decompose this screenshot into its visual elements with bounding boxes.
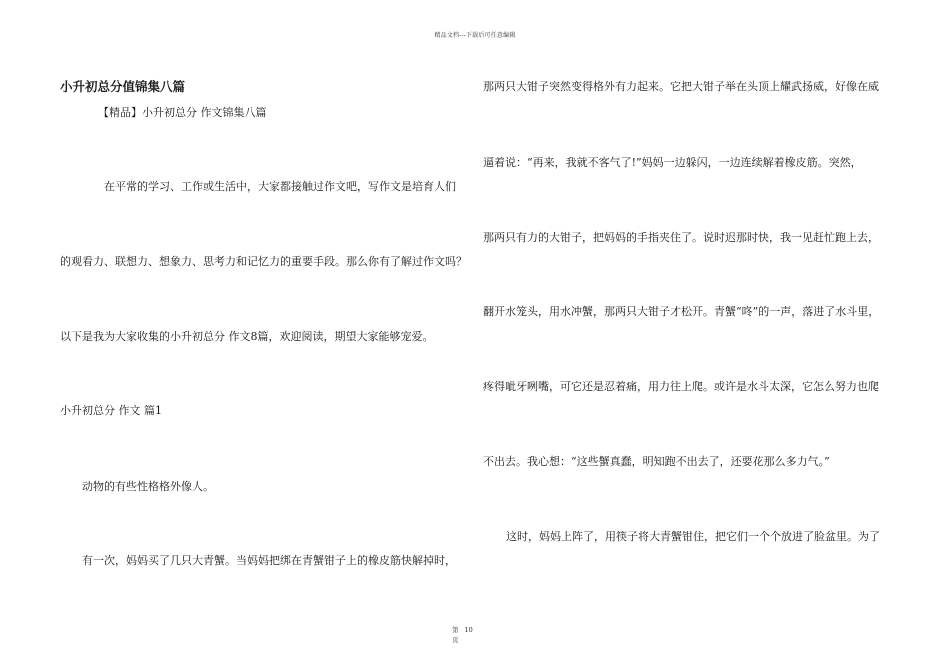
page-header: 精品文档---下载后可任意编辑 bbox=[434, 32, 516, 39]
paragraph-line: 那两只有力的大钳子，把妈妈的手指夹住了。说时迟那时快，我一见赶忙跑上去， bbox=[483, 231, 879, 244]
section-heading: 小升初总分 作文 篇1 bbox=[60, 404, 162, 417]
paragraph-line: 那两只大钳子突然变得格外有力起来。它把大钳子举在头顶上耀武扬威，好像在威 bbox=[483, 80, 879, 93]
document-subtitle: 【精品】小升初总分 作文锦集八篇 bbox=[98, 106, 267, 119]
paragraph-line: 翻开水笼头，用水冲蟹，那两只大钳子才松开。青蟹“咚”的一声，落进了水斗里， bbox=[483, 305, 880, 318]
page-number: 10 bbox=[464, 626, 473, 634]
paragraph-line: 有一次，妈妈买了几只大青蟹。当妈妈把绑在青蟹钳子上的橡皮筋快解掉时， bbox=[82, 554, 456, 567]
document-title: 小升初总分值锦集八篇 bbox=[60, 79, 186, 94]
paragraph-line: 在平常的学习、工作或生活中，大家都接触过作文吧，写作文是培育人们 bbox=[104, 180, 456, 193]
page-label-top: 第 bbox=[452, 626, 459, 634]
paragraph-line: 的观看力、联想力、想象力、思考力和记忆力的重要手段。那么你有了解过作文吗？ bbox=[60, 255, 467, 268]
paragraph-line: 疼得呲牙咧嘴，可它还是忍着痛，用力往上爬。或许是水斗太深，它怎么努力也爬 bbox=[483, 380, 879, 393]
paragraph-line: 逼着说：“再来，我就不客气了!”妈妈一边躲闪，一边连续解着橡皮筋。突然， bbox=[483, 156, 862, 169]
page-footer bbox=[452, 625, 496, 645]
page-label-bottom: 页 bbox=[452, 636, 459, 644]
paragraph-line: 不出去。我心想：“这些蟹真蠢，明知跑不出去了，还要花那么多力气。” bbox=[483, 455, 830, 468]
paragraph-line: 动物的有些性格格外像人。 bbox=[82, 480, 214, 493]
paragraph-line: 这时，妈妈上阵了，用筷子将大青蟹钳住，把它们一个个放进了脸盆里。为了 bbox=[506, 530, 880, 543]
paragraph-line: 以下是我为大家收集的小升初总分 作文8篇，欢迎阅读，期望大家能够宠爱。 bbox=[60, 330, 434, 343]
